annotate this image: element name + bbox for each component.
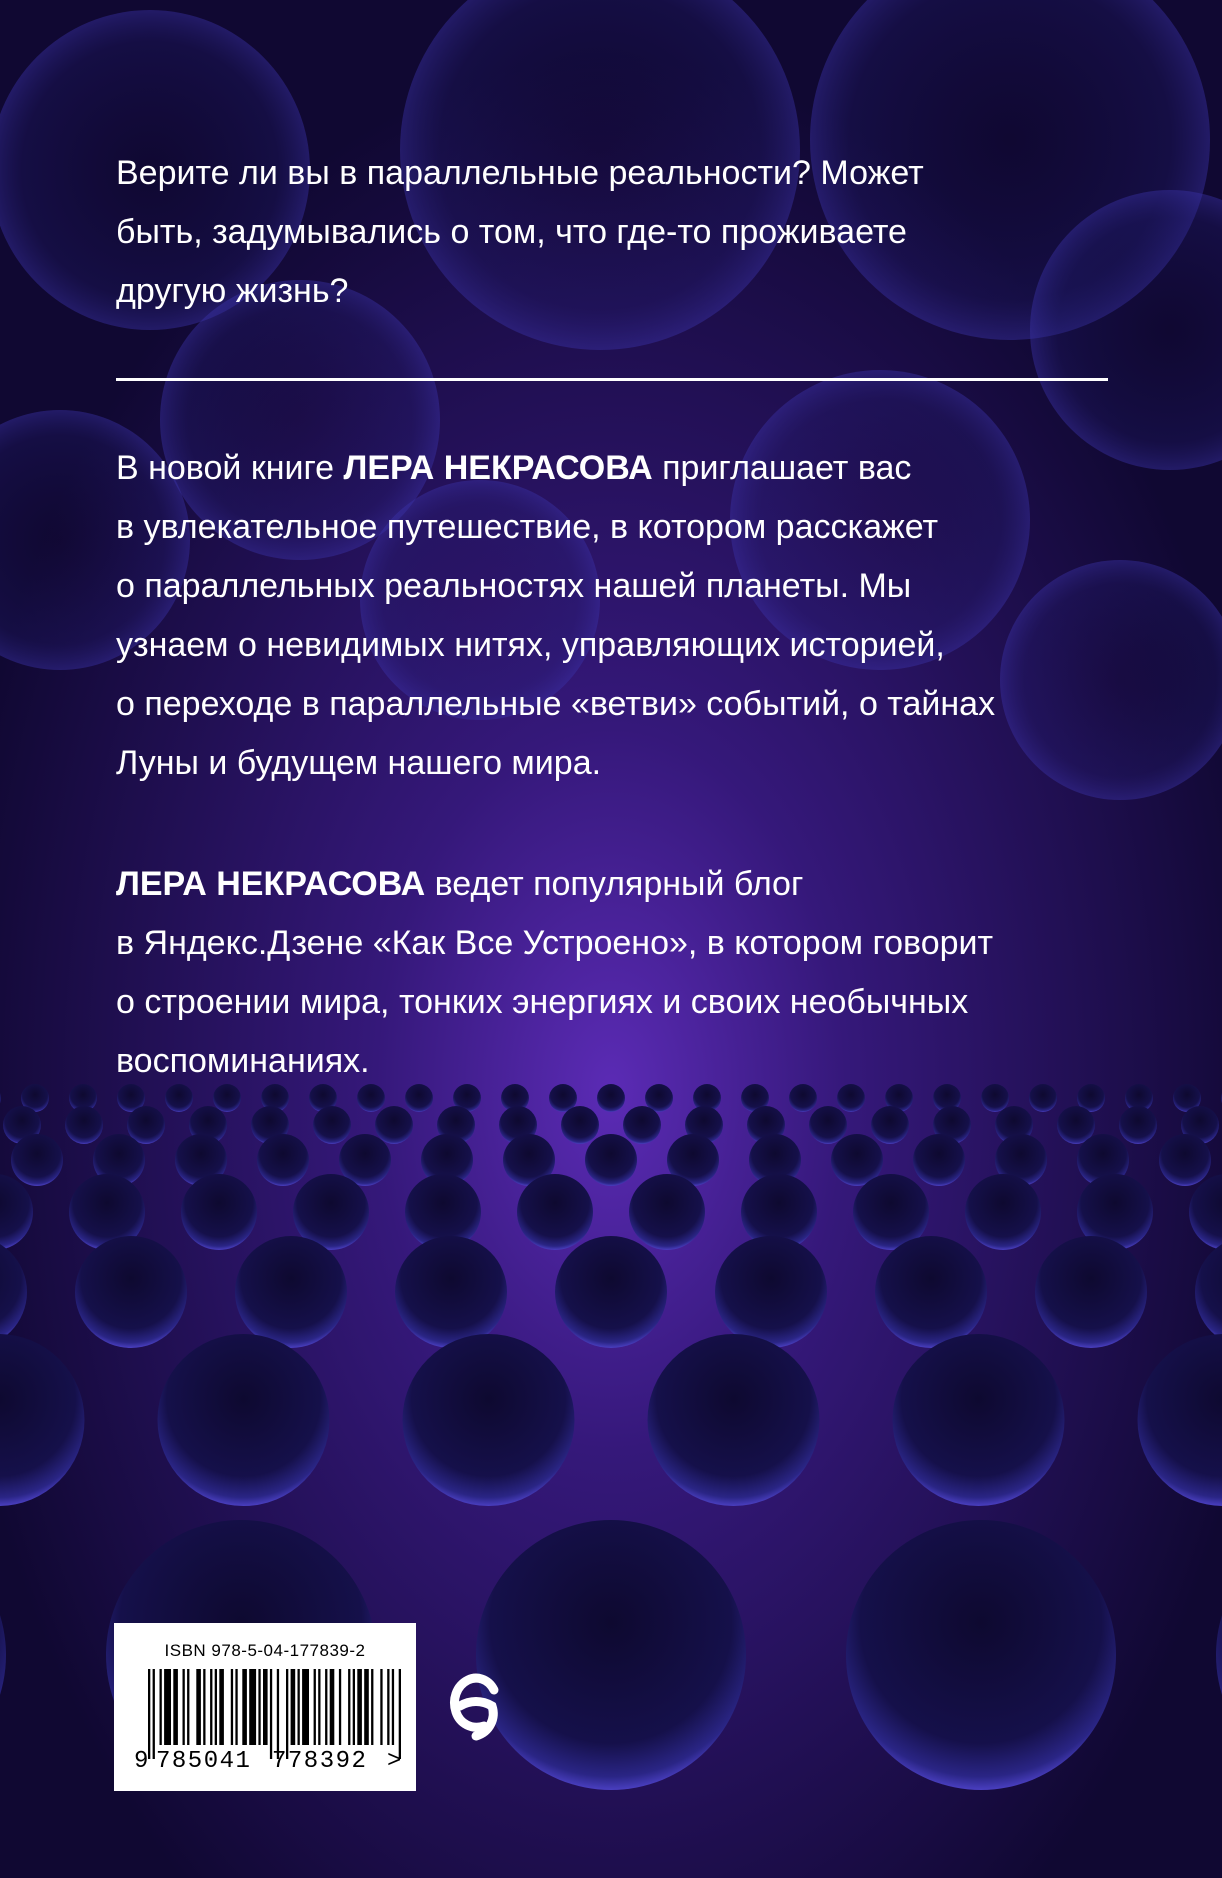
barcode-bar [357, 1669, 362, 1745]
author-bio-line: воспоминаниях. [116, 1042, 370, 1080]
barcode-bar [286, 1669, 288, 1759]
barcode-bar [210, 1669, 212, 1745]
barcode-bar [203, 1669, 205, 1745]
isbn-barcode [114, 1623, 416, 1791]
sphere [1035, 1236, 1147, 1348]
barcode-bar [325, 1669, 327, 1745]
sphere [561, 1106, 599, 1144]
intro-paragraph [116, 144, 1116, 321]
author-name-highlight: ЛЕРА НЕКРАСОВА [343, 449, 653, 487]
sphere [629, 1174, 705, 1250]
barcode-bar [242, 1669, 247, 1745]
sphere [913, 1134, 965, 1186]
barcode-quiet-mark: > [387, 1748, 402, 1775]
sphere [809, 1106, 847, 1144]
sphere [555, 1236, 667, 1348]
barcode-bar [330, 1669, 335, 1745]
intro-line: быть, задумывались о том, что где-то проживаете [116, 213, 907, 251]
book-description-line: Луны и будущем нашего мира. [116, 744, 602, 782]
barcode-bar [270, 1669, 272, 1759]
barcode-bar [196, 1669, 201, 1745]
barcode-bar [219, 1669, 224, 1745]
barcode-bar [392, 1669, 394, 1745]
barcode-bar [339, 1669, 341, 1745]
barcode-bar [399, 1669, 401, 1759]
author-name-highlight: ЛЕРА НЕКРАСОВА [116, 865, 426, 903]
book-description-suffix: приглашает вас [652, 449, 912, 487]
sphere [1159, 1134, 1211, 1186]
barcode-bar [173, 1669, 178, 1745]
sphere [235, 1236, 347, 1348]
barcode-bar [183, 1669, 185, 1745]
barcode-bar [263, 1669, 268, 1745]
book-description-line: о переходе в параллельные «ветви» событий, о тайнах [116, 685, 996, 723]
sphere [871, 1106, 909, 1144]
book-description-line [116, 439, 1116, 498]
barcode-bar [371, 1669, 373, 1745]
intro-line: Верите ли вы в параллельные реальности? Может [116, 154, 924, 192]
sphere [846, 1520, 1116, 1790]
sphere [648, 1334, 820, 1506]
barcode-bar [298, 1669, 300, 1745]
barcode-bar [387, 1669, 389, 1745]
barcode-bar [148, 1669, 150, 1759]
book-description-line: узнаем о невидимых нитях, управляющих историей, [116, 626, 945, 664]
barcode-bar [302, 1669, 309, 1745]
barcode-right-digits: 778392 [272, 1748, 368, 1775]
barcode-bar [215, 1669, 217, 1745]
sphere [403, 1334, 575, 1506]
sphere [181, 1174, 257, 1250]
intro-line: другую жизнь? [116, 272, 349, 310]
book-description-line: о параллельных реальностях нашей планеты. Мы [116, 567, 912, 605]
isbn-number: ISBN 978-5-04-177839-2 [164, 1641, 366, 1660]
sphere [623, 1106, 661, 1144]
sphere [585, 1134, 637, 1186]
sphere [476, 1520, 746, 1790]
sphere [11, 1134, 63, 1186]
book-description-line: в увлекательное путешествие, в котором расскажет [116, 508, 939, 546]
sphere [65, 1106, 103, 1144]
sphere [893, 1334, 1065, 1506]
divider-line [116, 378, 1108, 381]
sphere [375, 1106, 413, 1144]
barcode-bar [348, 1669, 350, 1745]
barcode-bar [380, 1669, 382, 1745]
barcode-left-digits: 785041 [156, 1748, 252, 1775]
sphere [1119, 1106, 1157, 1144]
sphere [395, 1236, 507, 1348]
sphere [965, 1174, 1041, 1250]
sphere [257, 1134, 309, 1186]
barcode-bar [318, 1669, 320, 1745]
barcode-bar [291, 1669, 296, 1745]
barcode-bar [164, 1669, 171, 1745]
barcode-bar [249, 1669, 256, 1745]
barcode-bar [314, 1669, 316, 1745]
sphere [715, 1236, 827, 1348]
barcode-bar [353, 1669, 355, 1745]
barcode-bar [235, 1669, 237, 1745]
author-bio-suffix: ведет популярный блог [425, 865, 804, 903]
publisher-logo-icon [446, 1670, 502, 1742]
barcode-bar [364, 1669, 369, 1745]
barcode-bar [187, 1669, 189, 1745]
author-bio-line [116, 855, 1116, 914]
sphere [313, 1106, 351, 1144]
barcode-lead-digit: 9 [134, 1748, 149, 1775]
sphere [75, 1236, 187, 1348]
barcode-bar [258, 1669, 260, 1745]
book-description-prefix: В новой книге [116, 449, 344, 487]
barcode-bar [231, 1669, 233, 1745]
barcode-bar [153, 1669, 155, 1759]
sphere [158, 1334, 330, 1506]
author-bio-paragraph [116, 855, 1116, 1091]
author-bio-line: о строении мира, тонких энергиях и своих необычных [116, 983, 969, 1021]
barcode-bar [160, 1669, 162, 1745]
barcode-bar [277, 1669, 279, 1759]
sphere [517, 1174, 593, 1250]
author-bio-line: в Яндекс.Дзене «Как Все Устроено», в котором говорит [116, 924, 994, 962]
book-description-paragraph [116, 439, 1116, 793]
sphere [875, 1236, 987, 1348]
